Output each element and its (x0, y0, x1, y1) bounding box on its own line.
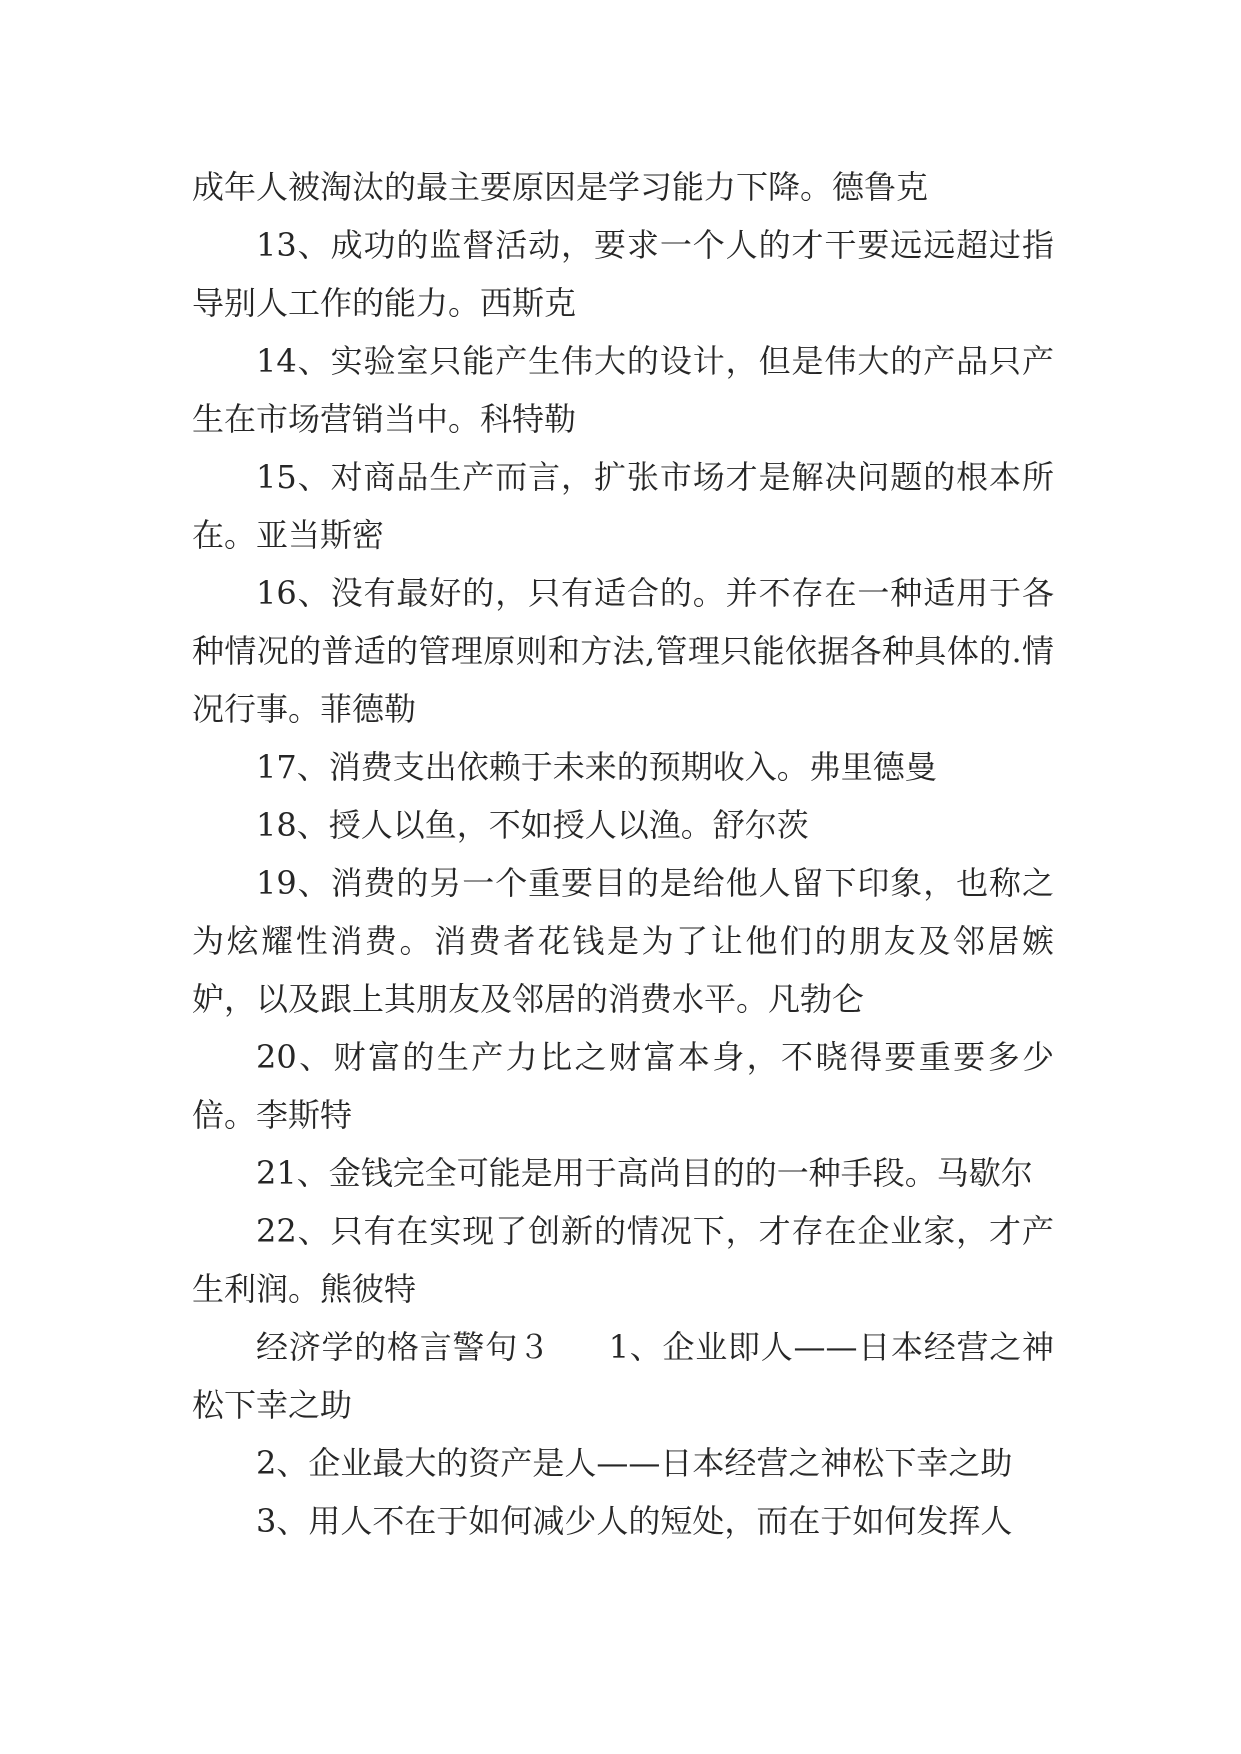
paragraph-continuation: 成年人被淘汰的最主要原因是学习能力下降。德鲁克 (192, 168, 929, 206)
quote-17: 17、消费支出依赖于未来的预期收入。弗里德曼 (256, 748, 937, 786)
section-paragraph (192, 1318, 1054, 1434)
quote-14: 14、实验室只能产生伟大的设计，但是伟大的产品只产生在市场营销当中。科特勒 (192, 342, 1054, 438)
quote-18: 18、授人以鱼，不如授人以渔。舒尔茨 (256, 806, 809, 844)
section-item-2: 2、企业最大的资产是人——日本经营之神松下幸之助 (256, 1444, 1013, 1482)
document-body (192, 158, 1054, 1550)
quote-16: 16、没有最好的，只有适合的。并不存在一种适用于各种情况的普适的管理原则和方法,管理只能依据各种具体的.情况行事。菲德勒 (192, 574, 1054, 728)
section-first-item: 1、企业即人——日本经营之神松下幸之助 (192, 1328, 1054, 1424)
quote-22: 22、只有在实现了创新的情况下，才存在企业家，才产生利润。熊彼特 (192, 1212, 1054, 1308)
quote-19: 19、消费的另一个重要目的是给他人留下印象，也称之为炫耀性消费。消费者花钱是为了让他们的朋友及邻居嫉妒，以及跟上其朋友及邻居的消费水平。凡勃仑 (192, 864, 1054, 1018)
section-heading: 经济学的格言警句３ (256, 1328, 551, 1366)
quote-20: 20、财富的生产力比之财富本身，不晓得要重要多少倍。李斯特 (192, 1038, 1054, 1134)
quote-13: 13、成功的监督活动，要求一个人的才干要远远超过指导别人工作的能力。西斯克 (192, 226, 1054, 322)
section-item-3: 3、用人不在于如何减少人的短处，而在于如何发挥人 (256, 1502, 1013, 1540)
quote-21: 21、金钱完全可能是用于高尚目的的一种手段。马歇尔 (256, 1154, 1033, 1192)
quote-15: 15、对商品生产而言，扩张市场才是解决问题的根本所在。亚当斯密 (192, 458, 1054, 554)
